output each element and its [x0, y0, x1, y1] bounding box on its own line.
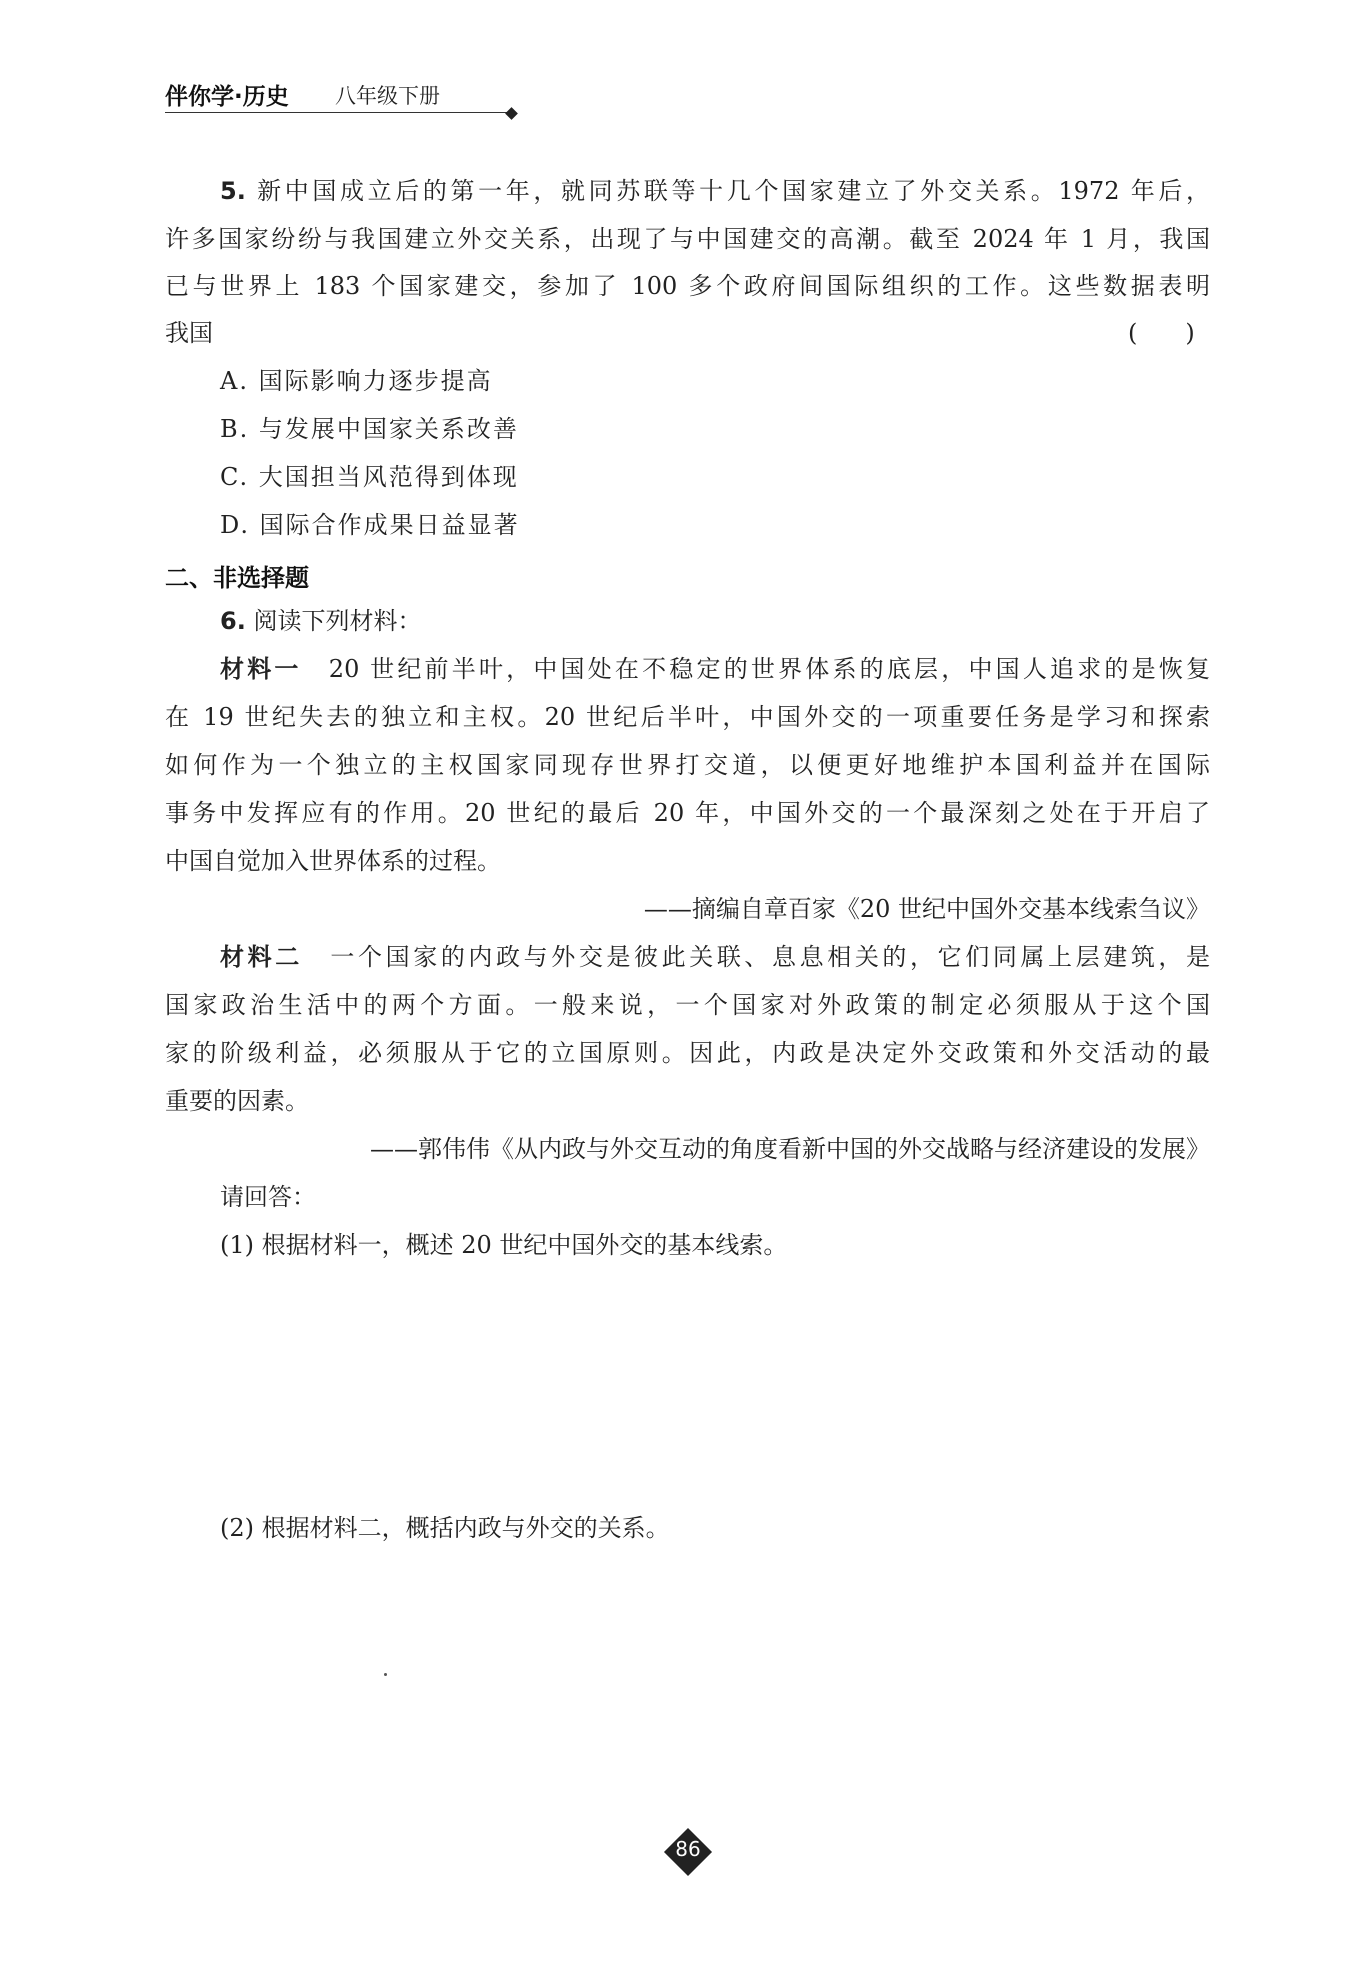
page-number: 86 — [675, 1837, 701, 1861]
sub-question-1: (1) 根据材料一，概述 20 世纪中国外交的基本线索。 — [220, 1231, 788, 1259]
option-b: B. 与发展中国家关系改善 — [220, 415, 519, 443]
material-2-line-1: 材料二 一个国家的内政与外交是彼此关联、息息相关的，它们同属上层建筑，是 — [220, 943, 1211, 971]
diamond-ornament-icon — [505, 107, 518, 120]
material-2-source: ——郭伟伟《从内政与外交互动的角度看新中国的外交战略与经济建设的发展》 — [370, 1135, 1210, 1163]
option-a: A. 国际影响力逐步提高 — [220, 367, 493, 395]
page-number-badge — [664, 1828, 712, 1876]
q5-line-3: 已与世界上 183 个国家建交，参加了 100 多个政府间国际组织的工作。这些数据表明 — [165, 272, 1210, 300]
option-c: C. 大国担当风范得到体现 — [220, 463, 519, 491]
material-2-line-2: 国家政治生活中的两个方面。一般来说，一个国家对外政策的制定必须服从于这个国 — [165, 991, 1210, 1019]
book-brand: 伴你学·历史 — [165, 84, 289, 110]
sub-question-2: (2) 根据材料二，概括内政与外交的关系。 — [220, 1514, 670, 1542]
material-2-label: 材料二 — [220, 943, 303, 971]
section-title-non-choice: 二、非选择题 — [165, 564, 309, 592]
material-2-line-4: 重要的因素。 — [165, 1087, 309, 1115]
material-1-line-4: 事务中发挥应有的作用。20 世纪的最后 20 年，中国外交的一个最深刻之处在于开启了 — [165, 799, 1210, 827]
stray-dot — [384, 1673, 387, 1676]
option-d: D. 国际合作成果日益显著 — [220, 511, 520, 539]
running-header — [165, 78, 510, 113]
q6-intro-line — [220, 606, 421, 636]
material-1-label: 材料一 — [220, 655, 302, 683]
material-1-line-1: 材料一 20 世纪前半叶，中国处在不稳定的世界体系的底层，中国人追求的是恢复 — [220, 655, 1211, 683]
material-1-line-5: 中国自觉加入世界体系的过程。 — [165, 847, 501, 875]
answer-bracket: ( ) — [1128, 319, 1195, 347]
material-2-line-3: 家的阶级利益，必须服从于它的立国原则。因此，内政是决定外交政策和外交活动的最 — [165, 1039, 1210, 1067]
q5-number: 5. — [220, 177, 246, 205]
material-1-source: ——摘编自章百家《20 世纪中国外交基本线索刍议》 — [643, 895, 1210, 923]
material-1-line-3: 如何作为一个独立的主权国家同现存世界打交道，以便更好地维护本国利益并在国际 — [165, 751, 1210, 779]
q6-intro: 阅读下列材料： — [253, 607, 422, 635]
answer-prompt: 请回答： — [220, 1183, 316, 1211]
book-volume: 八年级下册 — [335, 84, 440, 108]
q5-line-4: 我国 — [165, 319, 213, 347]
q5-line-2: 许多国家纷纷与我国建立外交关系，出现了与中国建交的高潮。截至 2024 年 1 月，我国 — [165, 225, 1210, 253]
material-1-line-2: 在 19 世纪失去的独立和主权。20 世纪后半叶，中国外交的一项重要任务是学习和探索 — [165, 703, 1210, 731]
q6-number: 6. — [220, 607, 246, 635]
q5-line-1: 5. 新中国成立后的第一年，就同苏联等十几个国家建立了外交关系。1972 年后， — [220, 177, 1210, 205]
